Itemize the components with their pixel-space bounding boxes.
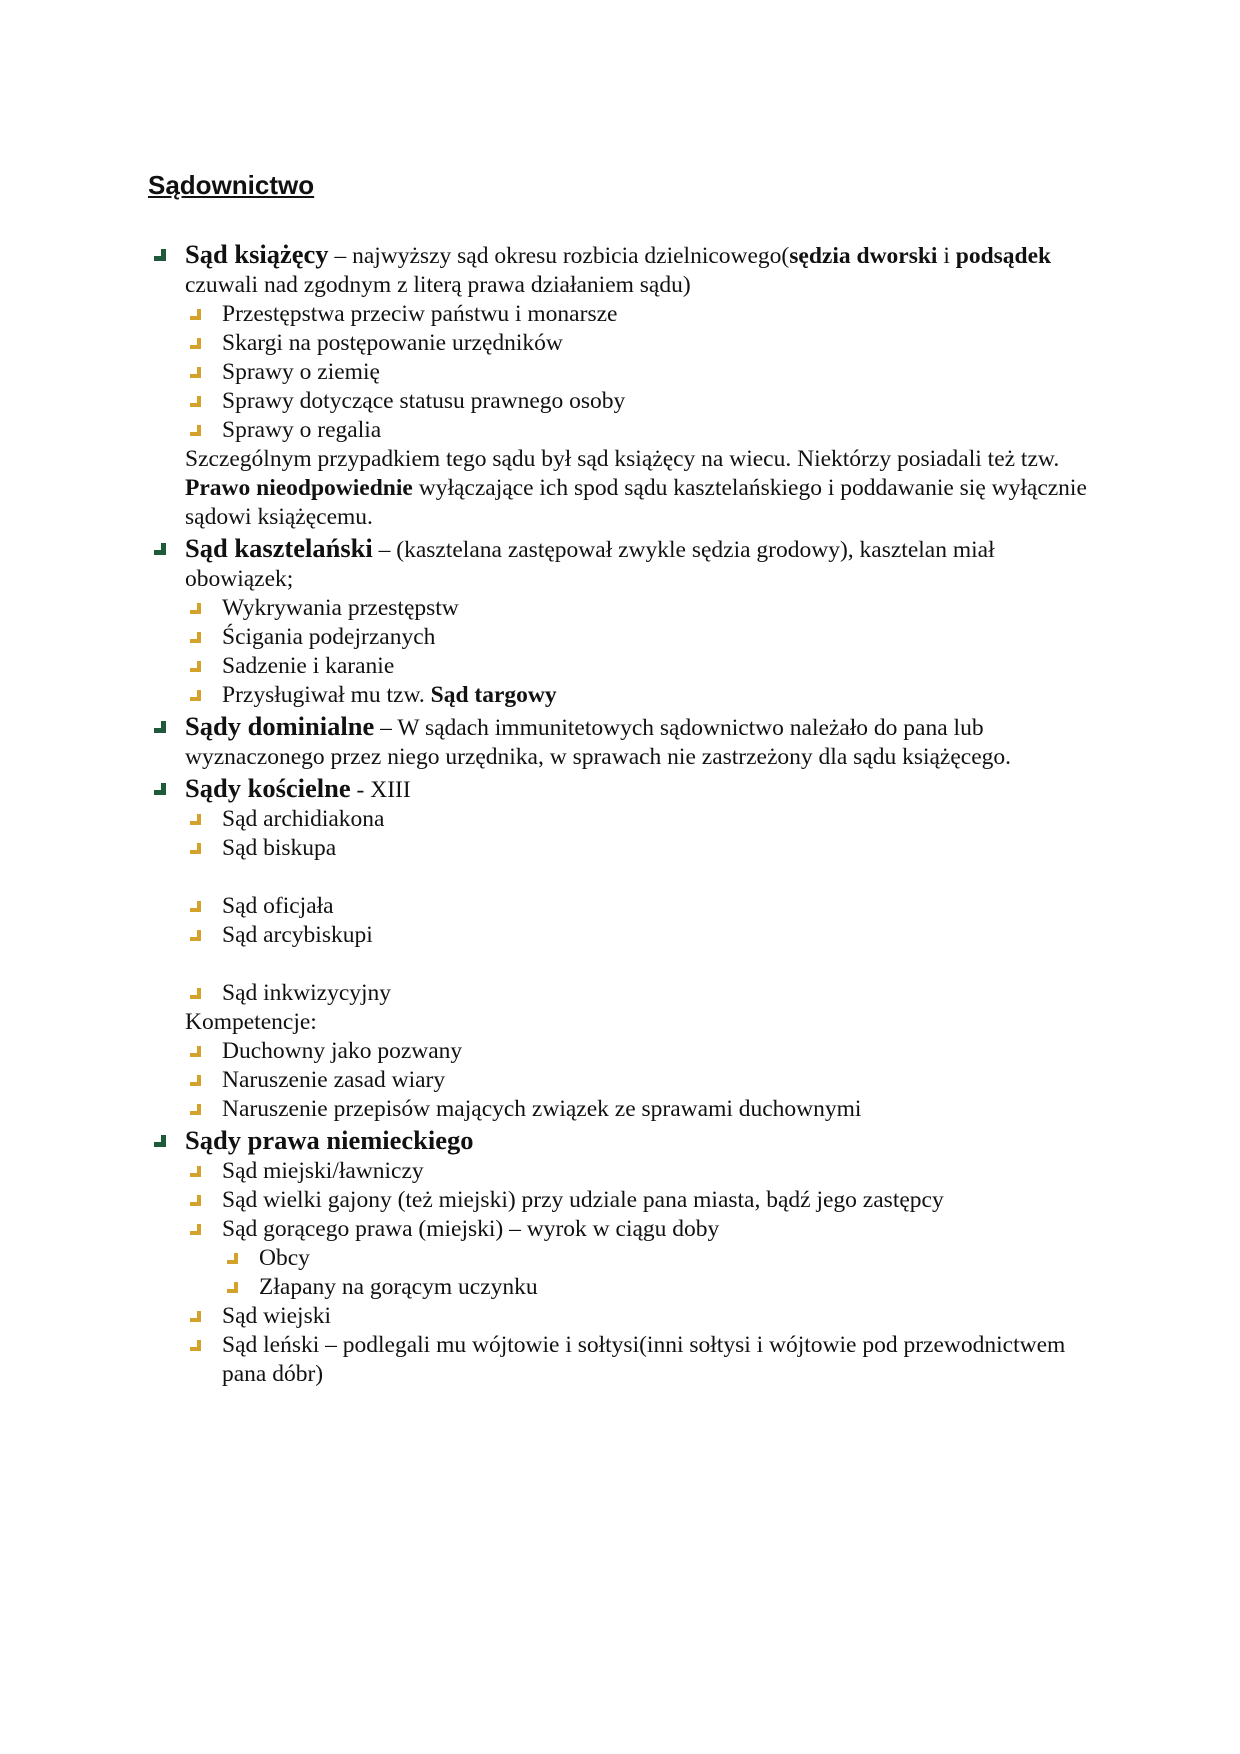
square-bullet-icon xyxy=(190,814,201,825)
square-bullet-icon xyxy=(190,1195,201,1206)
section-note: Szczególnym przypadkiem tego sądu był sąd książęcy na wiecu. Niektórzy posiadali też tzw. Prawo nieodpowiednie wyłączające ich spod sądu kasztelańskiego i poddawanie się wyłącznie sądowi książęcemu. xyxy=(185,446,1087,530)
square-bullet-icon xyxy=(154,721,166,733)
sub-list xyxy=(148,300,1108,445)
sub-list xyxy=(148,1037,1108,1124)
section-sad-kasztelanski xyxy=(148,534,1108,710)
section-sady-prawa-niemieckiego xyxy=(148,1126,1108,1389)
section-heading: Sąd kasztelański – (kasztelana zastępował zwykle sędzia grodowy), kasztelan miał obowiązek; xyxy=(148,534,1108,594)
section-heading: Sąd książęcy – najwyższy sąd okresu rozbicia dzielnicowego(sędzia dworski i podsądek czuwali nad zgodnym z literą prawa działaniem sądu) xyxy=(148,240,1108,300)
document-body xyxy=(148,240,1108,1391)
square-bullet-icon xyxy=(190,1311,201,1322)
square-bullet-icon xyxy=(190,988,201,999)
section-heading xyxy=(148,1126,1108,1157)
square-bullet-icon xyxy=(227,1253,238,1264)
list-item: Sąd wielki gajony (też miejski) przy udziale pana miasta, bądź jego zastępcy xyxy=(185,1186,1108,1215)
square-bullet-icon xyxy=(190,843,201,854)
square-bullet-icon xyxy=(190,396,201,407)
section-heading: Sądy kościelne - XIII xyxy=(148,774,1108,805)
nested-list xyxy=(222,1244,1108,1302)
section-sady-dominialne xyxy=(148,712,1108,772)
section-sady-koscielne xyxy=(148,774,1108,1124)
list-item: Wykrywania przestępstw xyxy=(185,594,1108,623)
square-bullet-icon xyxy=(190,367,201,378)
square-bullet-icon xyxy=(190,1166,201,1177)
section-sad-ksiazecy xyxy=(148,240,1108,532)
square-bullet-icon xyxy=(190,901,201,912)
square-bullet-icon xyxy=(190,425,201,436)
square-bullet-icon xyxy=(190,632,201,643)
list-item: Sąd gorącego prawa (miejski) – wyrok w ciągu doby Obcy Złapany na gorącym uczynku xyxy=(185,1215,1108,1302)
square-bullet-icon xyxy=(190,1224,201,1235)
list-item: Sąd oficjała xyxy=(185,892,1108,921)
square-bullet-icon xyxy=(154,1135,166,1147)
list-item: Sprawy o ziemię xyxy=(185,358,1108,387)
section-heading: Sądy dominialne – W sądach immunitetowych sądownictwo należało do pana lub wyznaczonego przez niego urzędnika, w sprawach nie zastrzeżony dla sądu książęcego. xyxy=(148,712,1108,772)
square-bullet-icon xyxy=(227,1282,238,1293)
square-bullet-icon xyxy=(154,249,166,261)
square-bullet-icon xyxy=(154,543,166,555)
list-item: Sprawy dotyczące statusu prawnego osoby xyxy=(185,387,1108,416)
list-item: Sąd leński – podlegali mu wójtowie i sołtysi(inni sołtysi i wójtowie pod przewodnictwem pana dóbr) xyxy=(185,1331,1108,1389)
section-title: Sądy kościelne xyxy=(185,773,351,803)
list-item: Przysługiwał mu tzw. Sąd targowy xyxy=(185,681,1108,710)
list-item: Złapany na gorącym uczynku xyxy=(222,1273,1108,1302)
square-bullet-icon xyxy=(190,690,201,701)
page-title: Sądownictwo xyxy=(148,170,315,200)
list-item: Skargi na postępowanie urzędników xyxy=(185,329,1108,358)
list-item: Sąd inkwizycyjny xyxy=(185,979,1108,1008)
list-item: Naruszenie przepisów mających związek ze sprawami duchownymi xyxy=(185,1095,1108,1124)
square-bullet-icon xyxy=(190,930,201,941)
square-bullet-icon xyxy=(190,1046,201,1057)
square-bullet-icon xyxy=(190,603,201,614)
list-item: Sąd arcybiskupi xyxy=(185,921,1108,950)
section-title: Sąd książęcy xyxy=(185,239,329,269)
list-item: Naruszenie zasad wiary xyxy=(185,1066,1108,1095)
square-bullet-icon xyxy=(154,783,166,795)
section-title: Sądy dominialne xyxy=(185,711,375,741)
sub-list xyxy=(148,805,1108,1008)
list-item: Sąd wiejski xyxy=(185,1302,1108,1331)
list-item: Ścigania podejrzanych xyxy=(185,623,1108,652)
section-title: Sądy prawa niemieckiego xyxy=(185,1125,474,1155)
competences-label: Kompetencje: xyxy=(185,1009,317,1035)
square-bullet-icon xyxy=(190,1075,201,1086)
list-item: Duchowny jako pozwany xyxy=(185,1037,1108,1066)
square-bullet-icon xyxy=(190,338,201,349)
section-title: Sąd kasztelański xyxy=(185,533,373,563)
list-item: Przestępstwa przeciw państwu i monarsze xyxy=(185,300,1108,329)
list-item: Sadzenie i karanie xyxy=(185,652,1108,681)
list-item: Sąd miejski/ławniczy xyxy=(185,1157,1108,1186)
sub-list xyxy=(148,594,1108,710)
list-item: Sąd biskupa xyxy=(185,834,1108,863)
square-bullet-icon xyxy=(190,1340,201,1351)
list-item: Obcy xyxy=(222,1244,1108,1273)
square-bullet-icon xyxy=(190,309,201,320)
list-item: Sąd archidiakona xyxy=(185,805,1108,834)
list-item: Sprawy o regalia xyxy=(185,416,1108,445)
square-bullet-icon xyxy=(190,1104,201,1115)
sub-list xyxy=(148,1157,1108,1389)
square-bullet-icon xyxy=(190,661,201,672)
